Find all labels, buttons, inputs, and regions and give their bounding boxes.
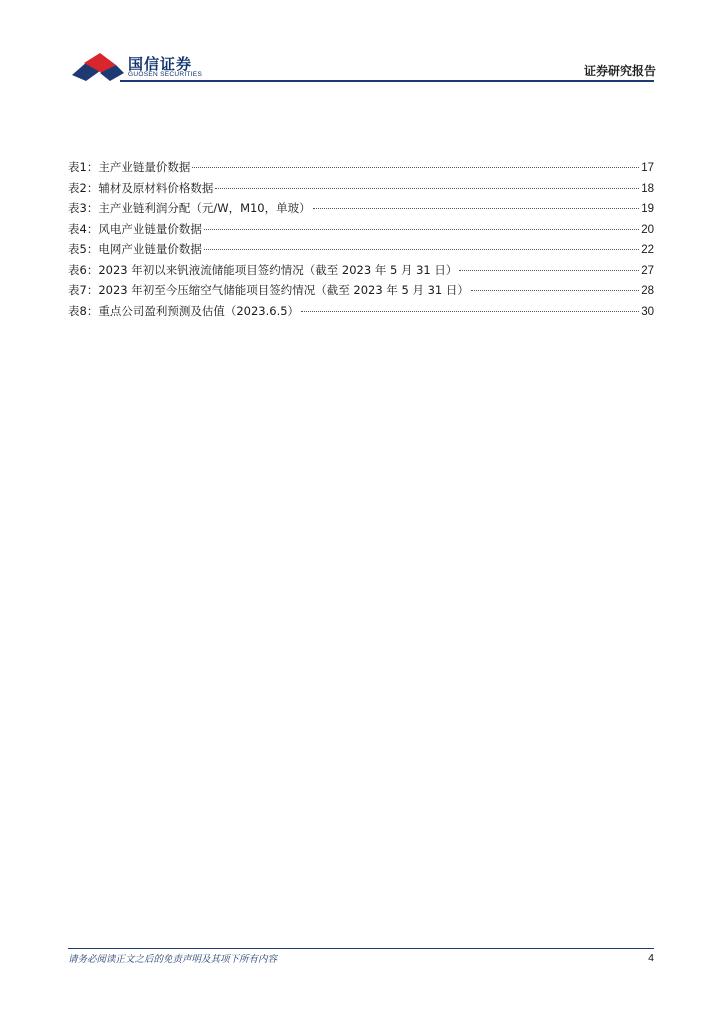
toc-item[interactable] (68, 221, 654, 242)
toc-item-title: 辅材及原材料价格数据 (98, 180, 214, 195)
page-number: 4 (648, 952, 654, 964)
page-header (0, 0, 724, 90)
toc-item-page: 27 (641, 264, 654, 277)
toc-item-page: 17 (641, 162, 654, 174)
toc-item-title: 风电产业链量价数据 (98, 221, 202, 236)
toc-item[interactable] (68, 303, 654, 324)
toc-item-title: 2023 年初以来钒液流储能项目签约情况（截至 2023 年 5 月 31 日） (98, 262, 458, 277)
toc-item-title: 电网产业链量价数据 (98, 242, 202, 256)
header-divider (120, 80, 654, 82)
toc-item-title: 主产业链量价数据 (98, 160, 191, 174)
report-type: 证券研究报告 (583, 64, 656, 78)
toc-leader-dots (215, 188, 639, 189)
toc-item-label: 表1： (68, 160, 99, 174)
toc-item[interactable] (68, 262, 654, 283)
toc-item-page: 30 (641, 305, 654, 318)
toc-item-page: 20 (641, 223, 654, 236)
toc-leader-dots (459, 270, 639, 271)
toc-leader-dots (204, 229, 639, 230)
toc-item-page: 18 (641, 182, 654, 195)
logo-chinese-name: 国信证券 (128, 55, 193, 73)
toc-item-page: 19 (641, 203, 654, 215)
table-of-tables (68, 159, 654, 323)
toc-item-title: 主产业链利润分配（元/W，M10，单玻） (98, 201, 311, 215)
toc-leader-dots (204, 249, 639, 250)
toc-item-page: 28 (641, 285, 654, 297)
toc-item-page: 22 (641, 244, 654, 256)
toc-item-title: 2023 年初至今压缩空气储能项目签约情况（截至 2023 年 5 月 31 日） (98, 283, 469, 297)
guosen-logo-mark-icon (70, 51, 126, 85)
logo-english-name: GUOSEN SECURITIES (128, 71, 203, 78)
toc-item-label: 表7： (68, 283, 99, 297)
toc-item-label: 表3： (68, 201, 99, 215)
toc-item-label: 表2： (68, 180, 99, 195)
footer-divider (68, 948, 654, 949)
toc-item-label: 表4： (68, 221, 99, 236)
toc-leader-dots (301, 311, 639, 312)
toc-leader-dots (313, 208, 640, 209)
toc-item[interactable] (68, 180, 654, 201)
toc-item-label: 表6： (68, 262, 99, 277)
toc-leader-dots (471, 290, 639, 291)
toc-item[interactable] (68, 241, 654, 262)
toc-item[interactable] (68, 159, 654, 180)
footer-disclaimer: 请务必阅读正文之后的免责声明及其项下所有内容 (68, 954, 278, 965)
toc-item[interactable] (68, 200, 654, 221)
toc-leader-dots (192, 167, 639, 168)
toc-item-label: 表5： (68, 242, 99, 256)
toc-item-title: 重点公司盈利预测及估值（2023.6.5） (98, 303, 300, 318)
toc-item-label: 表8： (68, 303, 99, 318)
toc-item[interactable] (68, 282, 654, 303)
